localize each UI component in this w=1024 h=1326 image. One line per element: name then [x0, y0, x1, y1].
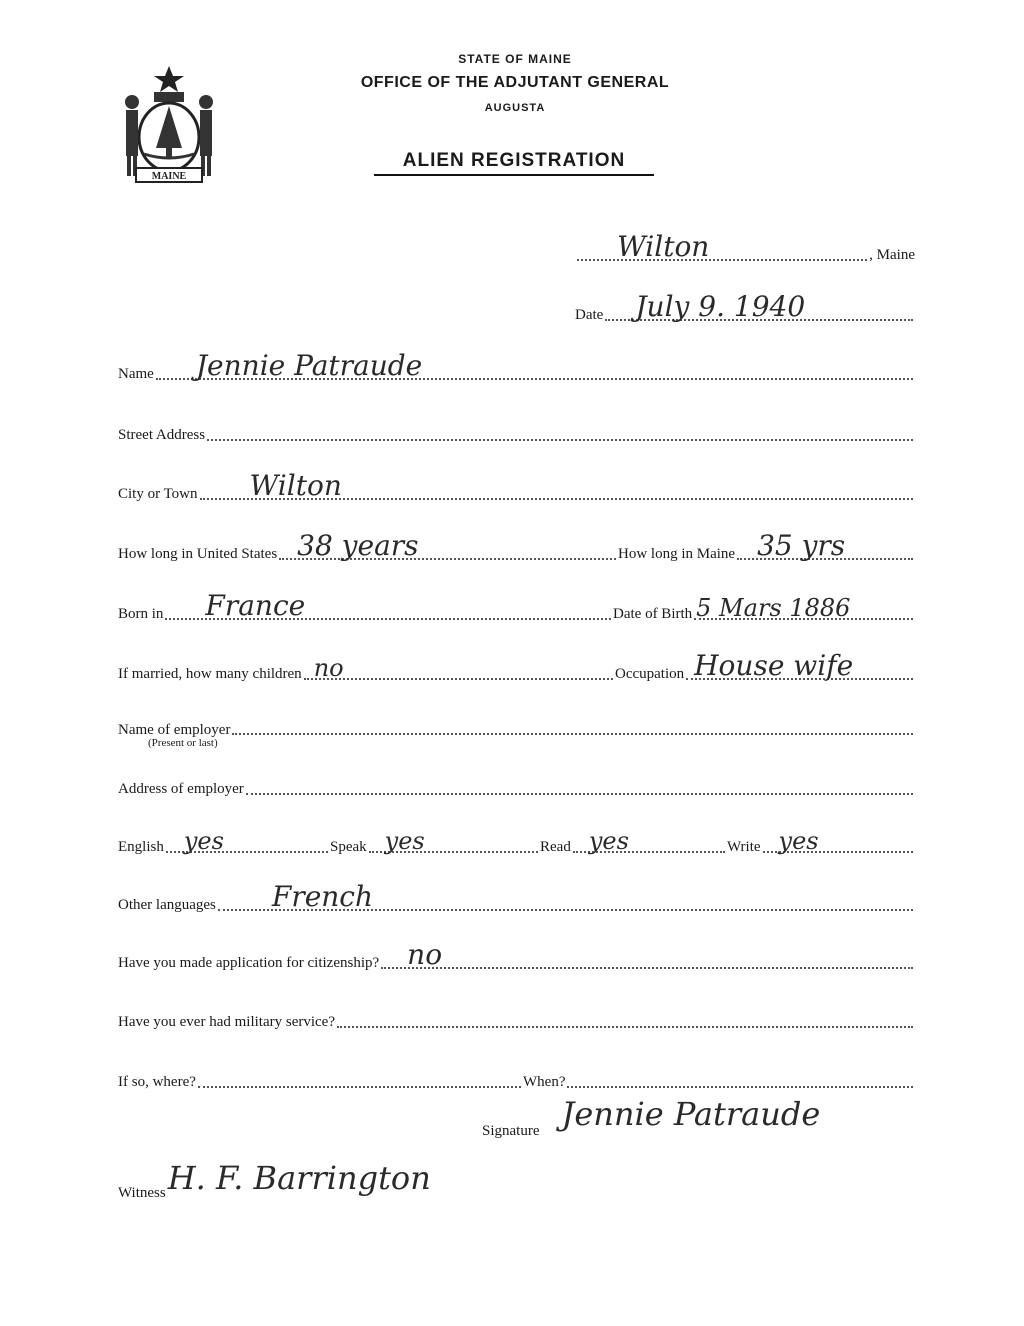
born-label: Born in	[118, 606, 164, 622]
street-row	[118, 418, 915, 446]
employer-name-label: Name of employer	[118, 722, 231, 738]
english-field[interactable]	[166, 825, 328, 853]
signature-row	[482, 1095, 915, 1142]
dob-field[interactable]	[694, 592, 913, 620]
signature-value: Jennie Patraude	[561, 1095, 821, 1133]
city-row	[118, 469, 915, 505]
speak-label: Speak	[330, 839, 367, 855]
witness-field[interactable]	[167, 1159, 556, 1199]
street-label: Street Address	[118, 427, 206, 443]
children-row	[118, 654, 615, 685]
place-value: Wilton	[617, 230, 710, 263]
signature-field[interactable]	[542, 1095, 914, 1137]
military-label: Have you ever had military service?	[118, 1014, 335, 1030]
citizenship-row	[118, 938, 915, 974]
other-languages-value: French	[271, 880, 374, 913]
read-label: Read	[540, 839, 571, 855]
speak-value: yes	[384, 827, 425, 855]
date-row	[575, 290, 915, 326]
other-languages-field[interactable]	[218, 880, 913, 913]
name-label: Name	[118, 366, 154, 382]
where-label: If so, where?	[118, 1074, 196, 1090]
us-duration-value: 38 years	[297, 529, 419, 562]
seal-banner-text: MAINE	[151, 171, 187, 182]
employer-name-label-group	[118, 724, 230, 752]
read-value: yes	[588, 827, 629, 855]
maine-duration-label: How long in Maine	[618, 546, 736, 562]
occupation-row	[615, 649, 915, 685]
other-languages-label: Other languages	[118, 897, 216, 913]
write-label: Write	[727, 839, 761, 855]
date-value: July 9. 1940	[635, 290, 806, 323]
date-label: Date	[575, 307, 604, 323]
form-title: ALIEN REGISTRATION	[374, 150, 654, 176]
maine-duration-value: 35 yrs	[757, 529, 846, 562]
city-value: Wilton	[249, 469, 342, 502]
citizenship-label: Have you made application for citizenship?	[118, 955, 380, 971]
date-field[interactable]	[605, 290, 913, 323]
employer-name-sublabel: (Present or last)	[148, 737, 218, 749]
read-row	[540, 827, 727, 858]
when-label: When?	[523, 1074, 566, 1090]
city-field[interactable]	[200, 469, 913, 502]
name-value: Jennie Patraude	[195, 349, 423, 382]
occupation-field[interactable]	[686, 649, 913, 682]
place-field[interactable]	[577, 230, 867, 263]
street-field[interactable]	[207, 413, 913, 441]
witness-label: Witness	[118, 1185, 166, 1201]
name-field[interactable]	[156, 349, 913, 382]
write-field[interactable]	[763, 825, 913, 853]
maine-duration-field[interactable]	[737, 529, 913, 562]
military-field[interactable]	[337, 1000, 913, 1028]
when-field[interactable]	[567, 1060, 913, 1088]
name-row	[118, 349, 915, 385]
children-label: If married, how many children	[118, 666, 302, 682]
read-field[interactable]	[573, 825, 725, 853]
us-duration-field[interactable]	[279, 529, 616, 562]
where-field[interactable]	[198, 1060, 521, 1088]
speak-row	[330, 827, 540, 858]
speak-field[interactable]	[369, 825, 538, 853]
witness-value: H. F. Barrington	[167, 1159, 431, 1197]
signature-label: Signature	[482, 1123, 540, 1139]
state-heading: STATE OF MAINE	[458, 52, 572, 66]
dob-row	[613, 594, 915, 625]
when-row	[523, 1065, 915, 1093]
maine-duration-row	[618, 529, 915, 565]
other-languages-row	[118, 880, 915, 916]
children-value: no	[313, 654, 344, 682]
english-label: English	[118, 839, 164, 855]
us-duration-row	[118, 529, 618, 565]
children-field[interactable]	[304, 652, 613, 680]
military-row	[118, 1005, 915, 1033]
where-row	[118, 1065, 523, 1093]
employer-address-field[interactable]	[246, 767, 913, 795]
employer-address-label: Address of employer	[118, 781, 244, 797]
dob-label: Date of Birth	[613, 606, 693, 622]
born-value: France	[205, 589, 306, 622]
occupation-label: Occupation	[615, 666, 685, 682]
citizenship-field[interactable]	[381, 938, 913, 971]
place-row	[575, 230, 915, 266]
dob-value: 5 Mars 1886	[696, 594, 851, 622]
citizenship-value: no	[407, 938, 443, 971]
employer-name-field[interactable]	[232, 707, 913, 735]
english-row	[118, 827, 330, 858]
city-heading: AUGUSTA	[484, 102, 546, 114]
office-heading: OFFICE OF THE ADJUTANT GENERAL	[360, 74, 670, 91]
english-value: yes	[183, 827, 224, 855]
witness-row	[118, 1159, 558, 1204]
us-duration-label: How long in United States	[118, 546, 278, 562]
write-value: yes	[778, 827, 819, 855]
born-field[interactable]	[165, 589, 611, 622]
maine-seal-icon	[114, 62, 224, 192]
occupation-value: House wife	[694, 649, 854, 682]
city-label: City or Town	[118, 486, 198, 502]
born-row	[118, 589, 613, 625]
employer-name-row	[118, 712, 915, 752]
employer-address-row	[118, 772, 915, 800]
place-suffix: , Maine	[869, 247, 915, 263]
write-row	[727, 827, 915, 858]
